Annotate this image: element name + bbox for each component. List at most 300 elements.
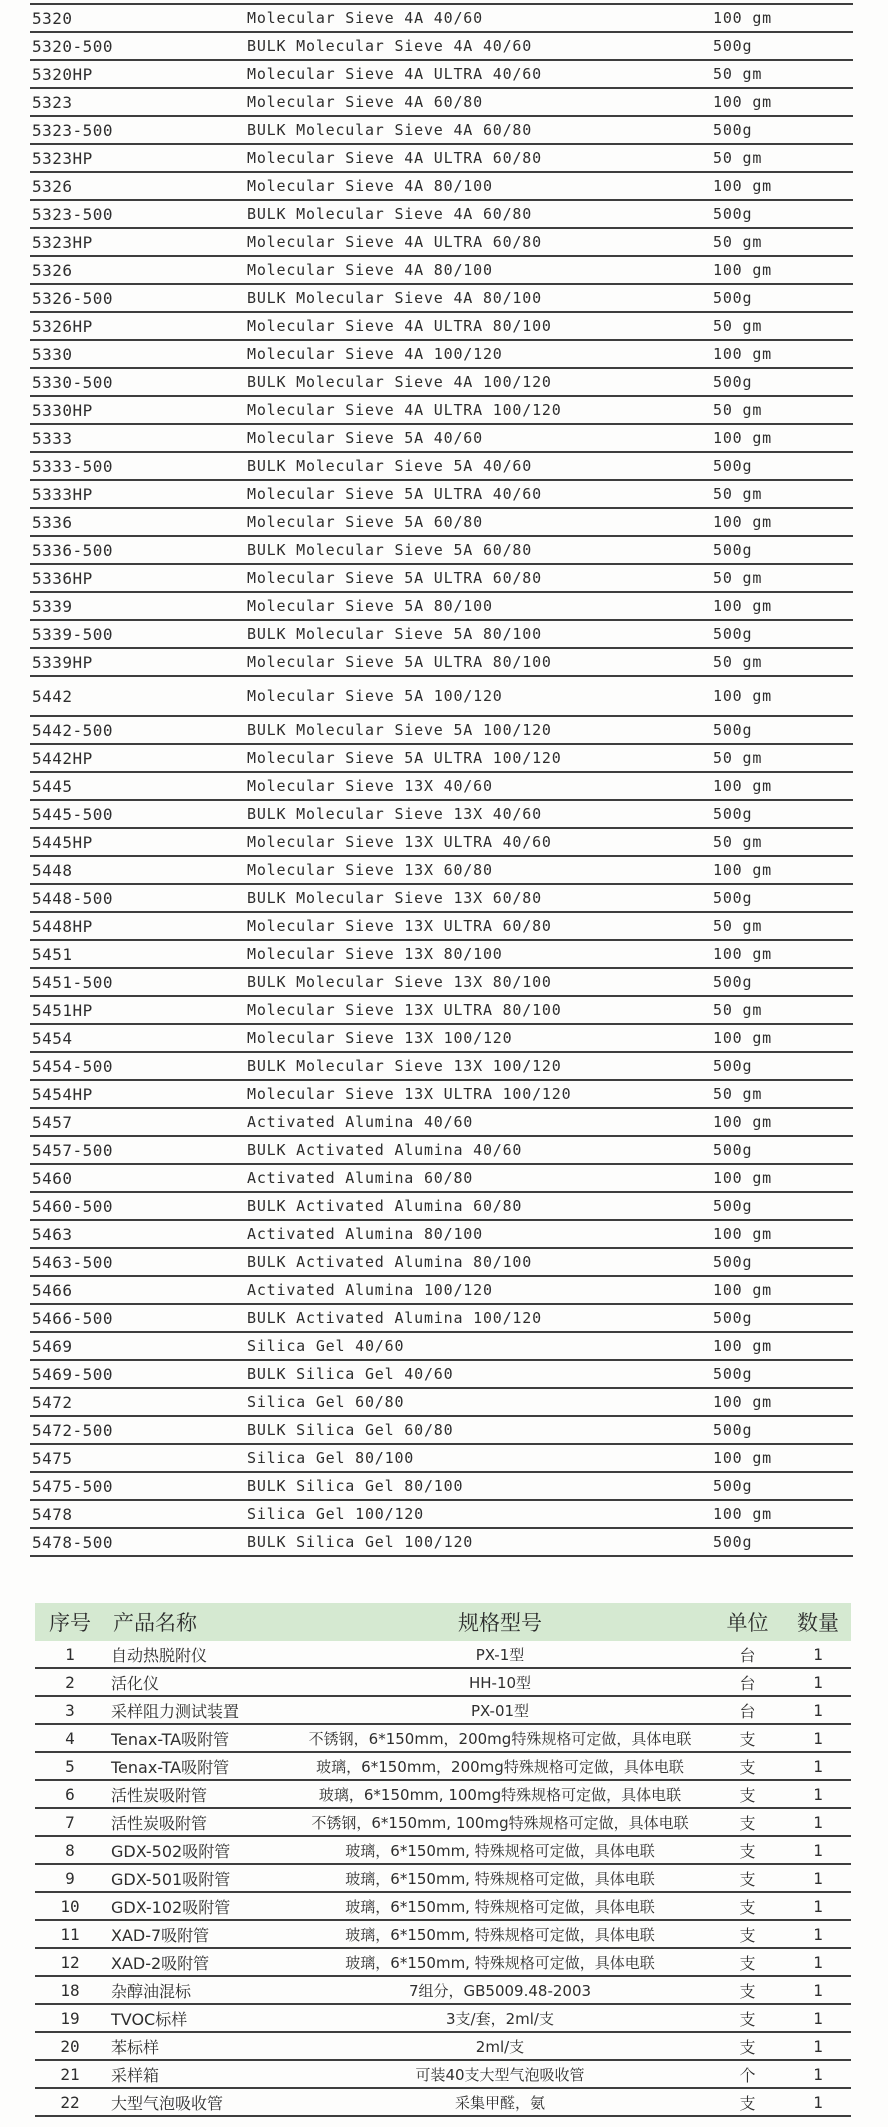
quantity-cell: 500g [713, 121, 753, 139]
part-number-cell: 5339-500 [32, 624, 114, 644]
index-cell: 5 [65, 1756, 75, 1776]
part-number-cell: 5454 [32, 1028, 73, 1048]
order-row [35, 1865, 851, 1893]
order-row [35, 2005, 851, 2033]
column-header-quantity: 数量 [797, 1611, 839, 1635]
quantity-cell: 500g [713, 625, 753, 643]
spec-model-cell: 不锈钢，6*150mm，200mg特殊规格可定做，具体电联 [308, 1729, 692, 1748]
product-name-cell: 大型气泡吸收管 [111, 2093, 224, 2113]
catalog-row [30, 1417, 853, 1445]
index-cell: 1 [65, 1644, 75, 1664]
unit-cell: 支 [739, 1953, 756, 1973]
spec-model-cell: 3支/套，2ml/支 [446, 2009, 554, 2028]
quantity-cell: 500g [713, 721, 753, 739]
product-name-cell: 杂醇油混标 [111, 1981, 192, 2001]
order-row [35, 1977, 851, 2005]
unit-cell: 支 [739, 1757, 756, 1777]
description-cell: Molecular Sieve 13X 80/100 [247, 945, 503, 963]
catalog-row [30, 1025, 853, 1053]
part-number-cell: 5460 [32, 1168, 73, 1188]
index-cell: 3 [65, 1700, 75, 1720]
description-cell: BULK Molecular Sieve 5A 40/60 [247, 457, 533, 475]
description-cell: BULK Molecular Sieve 5A 60/80 [247, 541, 533, 559]
order-row [35, 2061, 851, 2089]
part-number-cell: 5466 [32, 1280, 73, 1300]
quantity-cell: 50 gm [713, 833, 763, 851]
description-cell: Activated Alumina 100/120 [247, 1281, 493, 1299]
part-number-cell: 5445 [32, 776, 73, 796]
quantity-cell: 50 gm [713, 401, 763, 419]
quantity-cell: 100 gm [713, 429, 772, 447]
spec-model-cell: 可装40支大型气泡吸收管 [415, 2065, 585, 2084]
quantity-cell: 100 gm [713, 861, 772, 879]
catalog-table [30, 3, 853, 1557]
description-cell: Activated Alumina 60/80 [247, 1169, 474, 1187]
quantity-cell: 1 [813, 1812, 823, 1832]
catalog-row [30, 1221, 853, 1249]
quantity-cell: 1 [813, 1672, 823, 1692]
order-row [35, 1893, 851, 1921]
quantity-cell: 100 gm [713, 687, 772, 705]
quantity-cell: 1 [813, 2008, 823, 2028]
catalog-row [30, 61, 853, 89]
unit-cell: 台 [739, 1645, 756, 1665]
part-number-cell: 5323HP [32, 232, 93, 252]
catalog-row [30, 677, 853, 717]
part-number-cell: 5460-500 [32, 1196, 114, 1216]
index-cell: 11 [60, 1924, 80, 1944]
quantity-cell: 1 [813, 1700, 823, 1720]
part-number-cell: 5320 [32, 8, 73, 28]
catalog-row [30, 649, 853, 677]
description-cell: Silica Gel 40/60 [247, 1337, 405, 1355]
description-cell: BULK Molecular Sieve 4A 60/80 [247, 205, 533, 223]
description-cell: BULK Molecular Sieve 4A 40/60 [247, 37, 533, 55]
spec-model-cell: 玻璃，6*150mm, 特殊规格可定做，具体电联 [345, 1925, 655, 1944]
order-table-header-row [35, 1603, 851, 1641]
description-cell: BULK Silica Gel 100/120 [247, 1533, 474, 1551]
quantity-cell: 500g [713, 205, 753, 223]
description-cell: BULK Molecular Sieve 13X 40/60 [247, 805, 542, 823]
product-name-cell: GDX-102吸附管 [111, 1897, 231, 1917]
part-number-cell: 5451-500 [32, 972, 114, 992]
part-number-cell: 5333 [32, 428, 73, 448]
part-number-cell: 5472 [32, 1392, 73, 1412]
quantity-cell: 100 gm [713, 777, 772, 795]
quantity-cell: 100 gm [713, 945, 772, 963]
product-name-cell: 采样阻力测试装置 [111, 1701, 240, 1721]
catalog-row [30, 773, 853, 801]
description-cell: BULK Activated Alumina 80/100 [247, 1253, 533, 1271]
part-number-cell: 5466-500 [32, 1308, 114, 1328]
part-number-cell: 5457 [32, 1112, 73, 1132]
quantity-cell: 100 gm [713, 1169, 772, 1187]
part-number-cell: 5320HP [32, 64, 93, 84]
spec-model-cell: 玻璃，6*150mm, 特殊规格可定做，具体电联 [345, 1953, 655, 1972]
description-cell: BULK Molecular Sieve 4A 60/80 [247, 121, 533, 139]
description-cell: BULK Molecular Sieve 4A 80/100 [247, 289, 542, 307]
part-number-cell: 5442-500 [32, 720, 114, 740]
quantity-cell: 500g [713, 1477, 753, 1495]
description-cell: Activated Alumina 40/60 [247, 1113, 474, 1131]
catalog-row [30, 565, 853, 593]
quantity-cell: 100 gm [713, 93, 772, 111]
catalog-row [30, 941, 853, 969]
part-number-cell: 5330-500 [32, 372, 114, 392]
quantity-cell: 1 [813, 1784, 823, 1804]
product-name-cell: Tenax-TA吸附管 [111, 1757, 230, 1777]
unit-cell: 台 [739, 1701, 756, 1721]
description-cell: Molecular Sieve 4A 40/60 [247, 9, 483, 27]
product-name-cell: GDX-501吸附管 [111, 1869, 231, 1889]
product-name-cell: GDX-502吸附管 [111, 1841, 231, 1861]
unit-cell: 支 [739, 1869, 756, 1889]
index-cell: 4 [65, 1728, 75, 1748]
quantity-cell: 1 [813, 1868, 823, 1888]
quantity-cell: 100 gm [713, 345, 772, 363]
order-row [35, 1837, 851, 1865]
spec-model-cell: 玻璃，6*150mm, 特殊规格可定做，具体电联 [345, 1841, 655, 1860]
description-cell: Molecular Sieve 5A ULTRA 80/100 [247, 653, 552, 671]
unit-cell: 支 [739, 1813, 756, 1833]
quantity-cell: 500g [713, 1141, 753, 1159]
unit-cell: 支 [739, 2037, 756, 2057]
quantity-cell: 1 [813, 1728, 823, 1748]
catalog-row [30, 33, 853, 61]
quantity-cell: 50 gm [713, 569, 763, 587]
catalog-row [30, 1529, 853, 1557]
part-number-cell: 5457-500 [32, 1140, 114, 1160]
quantity-cell: 50 gm [713, 1085, 763, 1103]
spec-model-cell: PX-1型 [475, 1645, 525, 1664]
product-name-cell: 采样箱 [111, 2065, 160, 2085]
unit-cell: 支 [739, 1729, 756, 1749]
quantity-cell: 500g [713, 457, 753, 475]
catalog-row [30, 801, 853, 829]
catalog-row [30, 1361, 853, 1389]
product-name-cell: Tenax-TA吸附管 [111, 1729, 230, 1749]
part-number-cell: 5445-500 [32, 804, 114, 824]
order-table-body [35, 1641, 851, 2117]
description-cell: Silica Gel 60/80 [247, 1393, 405, 1411]
description-cell: Molecular Sieve 13X ULTRA 80/100 [247, 1001, 562, 1019]
index-cell: 10 [60, 1896, 80, 1916]
quantity-cell: 500g [713, 373, 753, 391]
quantity-cell: 1 [813, 2036, 823, 2056]
description-cell: BULK Molecular Sieve 4A 100/120 [247, 373, 552, 391]
quantity-cell: 50 gm [713, 149, 763, 167]
quantity-cell: 100 gm [713, 597, 772, 615]
description-cell: Silica Gel 80/100 [247, 1449, 415, 1467]
catalog-row [30, 341, 853, 369]
catalog-row [30, 1193, 853, 1221]
catalog-row [30, 1333, 853, 1361]
part-number-cell: 5478 [32, 1504, 73, 1524]
index-cell: 21 [60, 2064, 80, 2084]
column-header-spec-model: 规格型号 [458, 1611, 542, 1635]
catalog-row [30, 285, 853, 313]
order-row [35, 1781, 851, 1809]
part-number-cell: 5320-500 [32, 36, 114, 56]
unit-cell: 支 [739, 1785, 756, 1805]
part-number-cell: 5475 [32, 1448, 73, 1468]
order-row [35, 1725, 851, 1753]
catalog-row [30, 5, 853, 33]
quantity-cell: 50 gm [713, 653, 763, 671]
quantity-cell: 100 gm [713, 1113, 772, 1131]
quantity-cell: 50 gm [713, 65, 763, 83]
spec-model-cell: 不锈钢，6*150mm, 100mg特殊规格可定做，具体电联 [311, 1813, 689, 1832]
quantity-cell: 1 [813, 1840, 823, 1860]
part-number-cell: 5469-500 [32, 1364, 114, 1384]
quantity-cell: 50 gm [713, 485, 763, 503]
part-number-cell: 5339HP [32, 652, 93, 672]
quantity-cell: 50 gm [713, 317, 763, 335]
description-cell: BULK Molecular Sieve 13X 60/80 [247, 889, 542, 907]
part-number-cell: 5336 [32, 512, 73, 532]
description-cell: BULK Molecular Sieve 5A 80/100 [247, 625, 542, 643]
quantity-cell: 500g [713, 289, 753, 307]
catalog-row [30, 1249, 853, 1277]
quantity-cell: 100 gm [713, 177, 772, 195]
catalog-row [30, 621, 853, 649]
catalog-row [30, 1081, 853, 1109]
part-number-cell: 5326HP [32, 316, 93, 336]
product-name-cell: XAD-2吸附管 [111, 1953, 210, 1973]
unit-cell: 支 [739, 2093, 756, 2113]
catalog-row [30, 117, 853, 145]
index-cell: 19 [60, 2008, 80, 2028]
part-number-cell: 5323HP [32, 148, 93, 168]
quantity-cell: 100 gm [713, 1449, 772, 1467]
description-cell: Molecular Sieve 4A ULTRA 100/120 [247, 401, 562, 419]
part-number-cell: 5336-500 [32, 540, 114, 560]
quantity-cell: 500g [713, 541, 753, 559]
quantity-cell: 1 [813, 1896, 823, 1916]
order-row [35, 1641, 851, 1669]
product-name-cell: XAD-7吸附管 [111, 1925, 210, 1945]
description-cell: Molecular Sieve 5A 40/60 [247, 429, 483, 447]
unit-cell: 台 [739, 1673, 756, 1693]
description-cell: Molecular Sieve 5A 80/100 [247, 597, 493, 615]
part-number-cell: 5448-500 [32, 888, 114, 908]
part-number-cell: 5451 [32, 944, 73, 964]
description-cell: Molecular Sieve 5A 60/80 [247, 513, 483, 531]
quantity-cell: 1 [813, 1924, 823, 1944]
part-number-cell: 5469 [32, 1336, 73, 1356]
description-cell: Molecular Sieve 4A 80/100 [247, 177, 493, 195]
unit-cell: 支 [739, 1841, 756, 1861]
description-cell: Molecular Sieve 4A 60/80 [247, 93, 483, 111]
quantity-cell: 100 gm [713, 9, 772, 27]
catalog-row [30, 857, 853, 885]
description-cell: Molecular Sieve 4A ULTRA 60/80 [247, 149, 542, 167]
index-cell: 6 [65, 1784, 75, 1804]
quantity-cell: 100 gm [713, 513, 772, 531]
catalog-row [30, 885, 853, 913]
quantity-cell: 500g [713, 1253, 753, 1271]
part-number-cell: 5463-500 [32, 1252, 114, 1272]
catalog-row [30, 969, 853, 997]
quantity-cell: 100 gm [713, 261, 772, 279]
order-row [35, 1949, 851, 1977]
description-cell: Molecular Sieve 4A 100/120 [247, 345, 503, 363]
quantity-cell: 500g [713, 1309, 753, 1327]
part-number-cell: 5326 [32, 260, 73, 280]
quantity-cell: 50 gm [713, 917, 763, 935]
part-number-cell: 5333HP [32, 484, 93, 504]
part-number-cell: 5463 [32, 1224, 73, 1244]
quantity-cell: 500g [713, 805, 753, 823]
catalog-row [30, 1473, 853, 1501]
description-cell: BULK Activated Alumina 40/60 [247, 1141, 523, 1159]
description-cell: Molecular Sieve 4A 80/100 [247, 261, 493, 279]
spec-model-cell: 采集甲醛，氨 [454, 2093, 545, 2112]
description-cell: BULK Silica Gel 80/100 [247, 1477, 464, 1495]
index-cell: 12 [60, 1952, 80, 1972]
quantity-cell: 1 [813, 2092, 823, 2112]
part-number-cell: 5339 [32, 596, 73, 616]
quantity-cell: 50 gm [713, 233, 763, 251]
part-number-cell: 5454-500 [32, 1056, 114, 1076]
part-number-cell: 5323-500 [32, 120, 114, 140]
unit-cell: 支 [739, 1981, 756, 2001]
catalog-row [30, 1305, 853, 1333]
description-cell: Molecular Sieve 13X ULTRA 100/120 [247, 1085, 572, 1103]
spec-model-cell: 玻璃，6*150mm，200mg特殊规格可定做，具体电联 [316, 1757, 684, 1776]
index-cell: 8 [65, 1840, 75, 1860]
part-number-cell: 5448HP [32, 916, 93, 936]
description-cell: Silica Gel 100/120 [247, 1505, 424, 1523]
index-cell: 7 [65, 1812, 75, 1832]
description-cell: Molecular Sieve 13X 60/80 [247, 861, 493, 879]
part-number-cell: 5475-500 [32, 1476, 114, 1496]
catalog-row [30, 1109, 853, 1137]
quantity-cell: 50 gm [713, 1001, 763, 1019]
catalog-row [30, 1389, 853, 1417]
part-number-cell: 5448 [32, 860, 73, 880]
catalog-row [30, 481, 853, 509]
order-row [35, 1921, 851, 1949]
description-cell: Molecular Sieve 4A ULTRA 40/60 [247, 65, 542, 83]
unit-cell: 支 [739, 2009, 756, 2029]
catalog-row [30, 257, 853, 285]
index-cell: 20 [60, 2036, 80, 2056]
index-cell: 18 [60, 1980, 80, 2000]
description-cell: Molecular Sieve 4A ULTRA 80/100 [247, 317, 552, 335]
spec-model-cell: 玻璃，6*150mm, 特殊规格可定做，具体电联 [345, 1897, 655, 1916]
catalog-row [30, 173, 853, 201]
catalog-row [30, 1277, 853, 1305]
order-row [35, 1669, 851, 1697]
description-cell: BULK Activated Alumina 100/120 [247, 1309, 542, 1327]
quantity-cell: 500g [713, 37, 753, 55]
index-cell: 9 [65, 1868, 75, 1888]
part-number-cell: 5330HP [32, 400, 93, 420]
part-number-cell: 5472-500 [32, 1420, 114, 1440]
description-cell: Molecular Sieve 5A ULTRA 60/80 [247, 569, 542, 587]
unit-cell: 支 [739, 1925, 756, 1945]
catalog-row [30, 537, 853, 565]
part-number-cell: 5333-500 [32, 456, 114, 476]
description-cell: Molecular Sieve 5A ULTRA 40/60 [247, 485, 542, 503]
description-cell: Molecular Sieve 4A ULTRA 60/80 [247, 233, 542, 251]
description-cell: BULK Silica Gel 40/60 [247, 1365, 454, 1383]
part-number-cell: 5442 [32, 686, 73, 706]
quantity-cell: 500g [713, 889, 753, 907]
description-cell: Molecular Sieve 13X 40/60 [247, 777, 493, 795]
quantity-cell: 100 gm [713, 1393, 772, 1411]
description-cell: Molecular Sieve 13X ULTRA 60/80 [247, 917, 552, 935]
quantity-cell: 500g [713, 1533, 753, 1551]
order-row [35, 2033, 851, 2061]
description-cell: Molecular Sieve 5A ULTRA 100/120 [247, 749, 562, 767]
part-number-cell: 5451HP [32, 1000, 93, 1020]
part-number-cell: 5326 [32, 176, 73, 196]
part-number-cell: 5478-500 [32, 1532, 114, 1552]
spec-model-cell: 玻璃，6*150mm, 特殊规格可定做，具体电联 [345, 1869, 655, 1888]
product-name-cell: 苯标样 [111, 2037, 160, 2057]
index-cell: 22 [60, 2092, 80, 2112]
catalog-row [30, 509, 853, 537]
column-header-unit: 单位 [726, 1611, 769, 1635]
spec-model-cell: 玻璃，6*150mm, 100mg特殊规格可定做，具体电联 [318, 1785, 682, 1804]
catalog-row [30, 369, 853, 397]
quantity-cell: 100 gm [713, 1029, 772, 1047]
spec-model-cell: PX-01型 [470, 1701, 530, 1720]
part-number-cell: 5454HP [32, 1084, 93, 1104]
index-cell: 2 [65, 1672, 75, 1692]
part-number-cell: 5323 [32, 92, 73, 112]
catalog-row [30, 229, 853, 257]
quantity-cell: 1 [813, 1644, 823, 1664]
order-row [35, 2089, 851, 2117]
description-cell: Molecular Sieve 5A 100/120 [247, 687, 503, 705]
product-name-cell: 活性炭吸附管 [111, 1785, 208, 1805]
order-row [35, 1753, 851, 1781]
description-cell: Molecular Sieve 13X ULTRA 40/60 [247, 833, 552, 851]
catalog-row [30, 829, 853, 857]
catalog-row [30, 201, 853, 229]
order-row [35, 1809, 851, 1837]
catalog-row [30, 145, 853, 173]
part-number-cell: 5336HP [32, 568, 93, 588]
quantity-cell: 500g [713, 1057, 753, 1075]
catalog-row [30, 717, 853, 745]
description-cell: BULK Silica Gel 60/80 [247, 1421, 454, 1439]
product-name-cell: 自动热脱附仪 [111, 1645, 208, 1665]
quantity-cell: 1 [813, 1980, 823, 2000]
quantity-cell: 500g [713, 1197, 753, 1215]
catalog-row [30, 397, 853, 425]
catalog-row [30, 997, 853, 1025]
spec-model-cell: HH-10型 [468, 1673, 532, 1692]
catalog-row [30, 89, 853, 117]
catalog-row [30, 1501, 853, 1529]
quantity-cell: 500g [713, 1421, 753, 1439]
catalog-row [30, 453, 853, 481]
description-cell: BULK Molecular Sieve 13X 80/100 [247, 973, 552, 991]
order-table [35, 1603, 851, 2117]
quantity-cell: 1 [813, 2064, 823, 2084]
unit-cell: 个 [739, 2065, 756, 2085]
quantity-cell: 100 gm [713, 1337, 772, 1355]
product-name-cell: 活性炭吸附管 [111, 1813, 208, 1833]
quantity-cell: 100 gm [713, 1281, 772, 1299]
catalog-row [30, 745, 853, 773]
catalog-row [30, 1445, 853, 1473]
product-name-cell: TVOC标样 [111, 2009, 188, 2029]
